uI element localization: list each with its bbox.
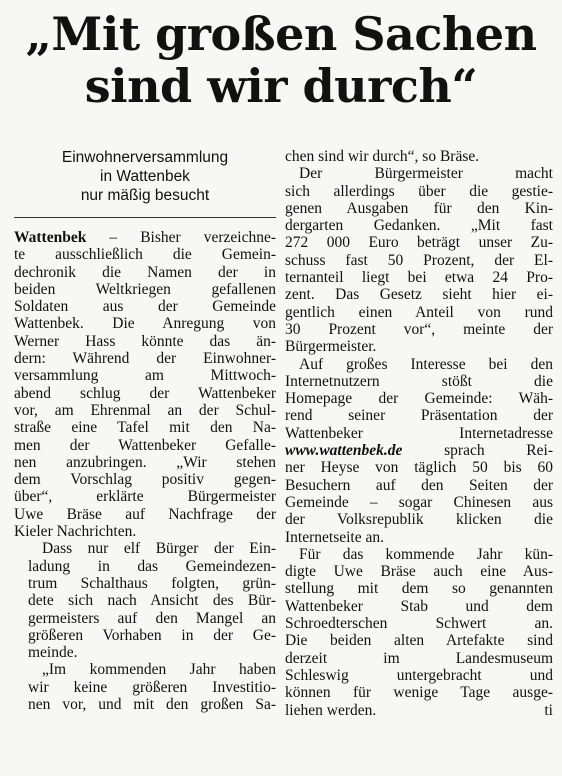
author-signature: ti xyxy=(544,701,553,719)
text-line: men der Wattenbeker Gefalle- xyxy=(14,436,276,454)
paragraph xyxy=(285,148,553,165)
text-line: Bürgermeister. xyxy=(285,338,377,356)
text-line: Werner Hass könnte das än- xyxy=(14,332,276,350)
text-line: abend schlug der Wattenbeker xyxy=(14,384,276,402)
text-line xyxy=(14,229,276,246)
text-line: 272 000 Euro beträgt unser Zu- xyxy=(285,234,553,252)
text-line: versammlung am Mittwoch- xyxy=(14,367,276,385)
text-line: Wattenbeker Stab und dem xyxy=(285,597,553,615)
paragraph xyxy=(14,661,276,713)
text-line: schuss fast 50 Prozent, der El- xyxy=(285,251,553,269)
paragraph xyxy=(285,165,553,355)
text-line: digte Uwe Bräse auch eine Aus- xyxy=(285,563,553,581)
paragraph xyxy=(285,546,553,719)
headline-line-2: sind wir durch“ xyxy=(84,59,478,113)
website-url: www.wattenbek.de xyxy=(285,442,403,460)
headline xyxy=(0,8,562,112)
text-line: Schleswig untergebracht und xyxy=(285,666,553,684)
text-line: Gemeinde – sogar Chinesen aus xyxy=(285,493,553,511)
text-line: te ausschließlich die Gemein- xyxy=(14,246,276,264)
text-line: rend seiner Präsentation der xyxy=(285,407,553,425)
subheadline xyxy=(14,148,276,217)
text-line: derzeit im Landesmuseum xyxy=(285,649,553,667)
text-line: zent. Das Gesetz sieht hier ei- xyxy=(285,286,553,304)
paragraph xyxy=(285,477,553,546)
text-line: nen vor, und mit den großen Sa- xyxy=(28,696,276,714)
text-line: ternanteil liegt bei etwa 24 Pro- xyxy=(285,269,553,287)
text-line: meinde. xyxy=(28,644,78,662)
text-line: dem Vorschlag positiv gegen- xyxy=(14,471,276,489)
text-line: beiden Weltkriegen gefallenen xyxy=(14,280,276,298)
text-run: sprach Rei- xyxy=(402,442,553,460)
text-line: dern: Während der Einwohner- xyxy=(14,350,276,368)
text-line: ladung in das Gemeindezen- xyxy=(28,557,276,575)
text-line: genen Ausgaben für den Kin- xyxy=(285,199,553,217)
text-line: der Volksrepublik klicken die xyxy=(285,511,553,529)
text-line: Homepage der Gemeinde: Wäh- xyxy=(285,390,553,408)
divider-rule xyxy=(14,217,276,218)
text-line: wir keine größeren Investitio- xyxy=(28,678,276,696)
text-line: Internetnutzern stößt die xyxy=(285,372,553,390)
paragraph xyxy=(14,540,276,661)
paragraph xyxy=(14,229,276,540)
text-line: Schroedterschen Schwert an. xyxy=(285,615,553,633)
text-line: straße eine Tafel mit den Na- xyxy=(14,419,276,437)
text-line: chen sind wir durch“, so Bräse. xyxy=(285,148,480,165)
text-line: trum Schalthaus folgten, grün- xyxy=(28,574,276,592)
text-line: Uwe Bräse auf Nachfrage der xyxy=(14,505,276,523)
text-line: größeren Vorhaben in der Ge- xyxy=(28,626,276,644)
text-line: nen anzubringen. „Wir stehen xyxy=(14,453,276,471)
text-line: Soldaten aus der Gemeinde xyxy=(14,298,276,316)
text-line: Kieler Nachrichten. xyxy=(14,523,137,541)
dateline: Wattenbek xyxy=(14,229,87,246)
text-line: dechronik die Namen der in xyxy=(14,263,276,281)
text-line: Für das kommende Jahr kün- xyxy=(299,545,553,563)
text-line: Wattenbek. Die Anregung von xyxy=(14,315,276,333)
text-line: können für wenige Tage ausge- xyxy=(285,684,553,702)
right-column xyxy=(285,148,553,719)
text-line: Wattenbeker Internetadresse xyxy=(285,424,553,442)
subhead-line: nur mäßig besucht xyxy=(80,187,210,204)
text-line: Der Bürgermeister macht xyxy=(299,165,553,183)
text-line: sich allerdings über die gestie- xyxy=(285,182,553,200)
text-line: germeisters auf den Mangel an xyxy=(28,609,276,627)
text-line: über“, erklärte Bürgermeister xyxy=(14,488,276,506)
text-line: dergarten Gedanken. „Mit fast xyxy=(285,217,553,235)
subhead-line: in Wattenbek xyxy=(100,168,190,185)
text-line: liehen werden. ti xyxy=(285,701,553,719)
text-line xyxy=(285,442,553,459)
right-column-body xyxy=(285,148,553,719)
text-line: dete sich nach Ansicht des Bür- xyxy=(28,592,276,610)
text-line: gentlich einen Anteil von rund xyxy=(285,303,553,321)
headline-line-1: „Mit großen Sachen xyxy=(25,7,537,61)
text-line: Auf großes Interesse bei den xyxy=(299,355,553,373)
text-line: ner Heyse von täglich 50 bis 60 xyxy=(285,459,553,477)
subhead-line: Einwohnerversammlung xyxy=(61,149,229,166)
text-line: 30 Prozent vor“, meinte der xyxy=(285,320,553,338)
text-run: – Bisher verzeichne- xyxy=(86,229,276,246)
text-line: vor, am Ehrenmal an der Schul- xyxy=(14,401,276,419)
text-line: Internetseite an. xyxy=(285,528,384,546)
text-line: „Im kommenden Jahr haben xyxy=(42,661,276,679)
text-line: Die beiden alten Artefakte sind xyxy=(285,632,553,650)
paragraph xyxy=(285,356,553,477)
text-line: Besuchern auf den Seiten der xyxy=(285,476,553,494)
left-column xyxy=(14,148,276,713)
left-column-body xyxy=(14,229,276,713)
text-line: Dass nur elf Bürger der Ein- xyxy=(42,540,276,558)
text-line: stellung mit dem so genannten xyxy=(285,580,553,598)
